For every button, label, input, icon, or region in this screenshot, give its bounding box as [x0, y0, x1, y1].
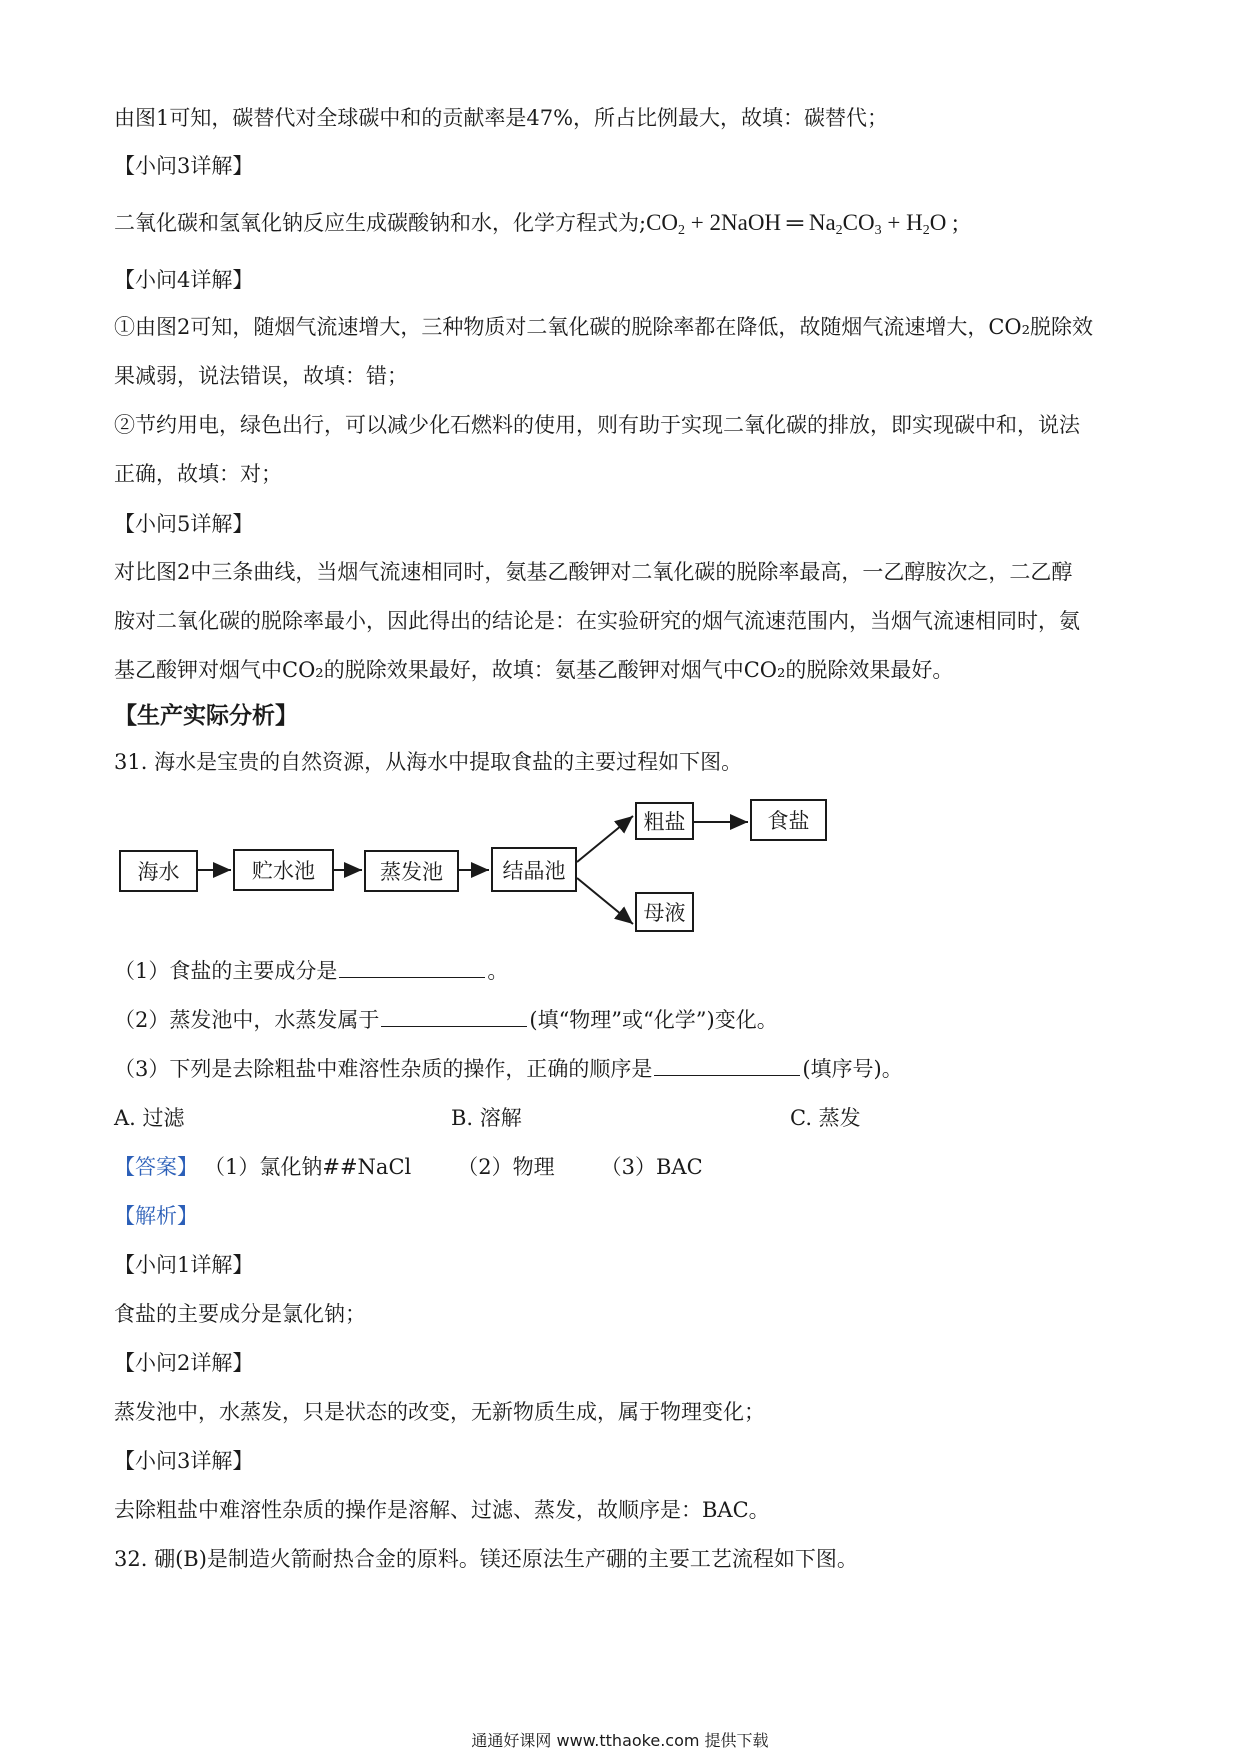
answer-3: （3）BAC [600, 1155, 703, 1179]
analysis-label: 【解析】 [114, 1204, 198, 1228]
paragraph: 食盐的主要成分是氯化钠； [114, 1302, 366, 1326]
question-31: 31. 海水是宝贵的自然资源，从海水中提取食盐的主要过程如下图。 [114, 750, 743, 774]
footer: 通通好课网 www.tthaoke.com 提供下载 [471, 1731, 769, 1750]
paragraph: ②节约用电，绿色出行，可以减少化石燃料的使用，则有助于实现二氧化碳的排放，即实现碳中和，说法 [114, 413, 1080, 437]
question-31-2: （2）蒸发池中，水蒸发属于 (填“物理”或“化学”)变化。 [114, 1008, 778, 1032]
paragraph: 果减弱，说法错误，故填：错； [114, 364, 408, 388]
paragraph: 胺对二氧化碳的脱除率最小，因此得出的结论是：在实验研究的烟气流速范围内，当烟气流速相同时，氨 [114, 609, 1080, 633]
flow-box-table-salt: 食盐 [750, 799, 827, 841]
flow-box-seawater: 海水 [119, 850, 198, 892]
paragraph: ①由图2可知，随烟气流速增大，三种物质对二氧化碳的脱除率都在降低，故随烟气流速增大，CO₂脱除效 [114, 315, 1094, 339]
flow-box-evaporation-pool: 蒸发池 [364, 850, 459, 892]
sub-question-heading: 【小问2详解】 [114, 1351, 254, 1375]
answer-blank[interactable] [654, 1055, 800, 1076]
answer-1: （1）氯化钠##NaCl [204, 1155, 412, 1179]
paragraph: 正确，故填：对； [114, 462, 282, 486]
paragraph: 基乙酸钾对烟气中CO₂的脱除效果最好，故填：氨基乙酸钾对烟气中CO₂的脱除效果最好。 [114, 658, 954, 682]
answer-label: 【答案】 [114, 1155, 198, 1179]
sub-question-heading: 【小问4详解】 [114, 268, 254, 292]
flow-box-crystallization-pool: 结晶池 [491, 847, 577, 892]
sub-question-heading: 【小问3详解】 [114, 154, 254, 178]
text: 二氧化碳和氢氧化钠反应生成碳酸钠和水，化学方程式为; [114, 211, 647, 235]
arrow [577, 878, 633, 924]
arrow [577, 816, 633, 862]
sub-question-heading: 【小问5详解】 [114, 512, 254, 536]
flow-box-crude-salt: 粗盐 [635, 802, 694, 840]
flow-box-mother-liquor: 母液 [635, 892, 694, 932]
paragraph: 去除粗盐中难溶性杂质的操作是溶解、过滤、蒸发，故顺序是：BAC。 [114, 1498, 770, 1522]
answer-line [114, 1153, 703, 1181]
question-32: 32. 硼(B)是制造火箭耐热合金的原料。镁还原法生产硼的主要工艺流程如下图。 [114, 1547, 858, 1571]
answer-blank[interactable] [339, 957, 485, 978]
option-a: A. 过滤 [114, 1106, 185, 1130]
flow-box-storage-pool: 贮水池 [233, 849, 334, 891]
paragraph: 对比图2中三条曲线，当烟气流速相同时，氨基乙酸钾对二氧化碳的脱除率最高，一乙醇胺次之，二乙醇 [114, 560, 1073, 584]
paragraph: 由图1可知，碳替代对全球碳中和的贡献率是47%，所占比例最大，故填：碳替代； [114, 106, 889, 130]
answer-2: （2）物理 [457, 1155, 555, 1179]
section-title: 【生产实际分析】 [114, 703, 298, 729]
paragraph: 蒸发池中，水蒸发，只是状态的改变，无新物质生成，属于物理变化； [114, 1400, 765, 1424]
question-31-3: （3）下列是去除粗盐中难溶性杂质的操作，正确的顺序是 (填序号)。 [114, 1057, 903, 1081]
option-b: B. 溶解 [451, 1106, 522, 1130]
sub-question-heading: 【小问3详解】 [114, 1449, 254, 1473]
answer-blank[interactable] [381, 1006, 527, 1027]
option-c: C. 蒸发 [790, 1106, 861, 1130]
question-31-1: （1）食盐的主要成分是 。 [114, 959, 509, 983]
sub-question-heading: 【小问1详解】 [114, 1253, 254, 1277]
chemical-equation: $CO_2$ + 2NaOH ═ $Na_2CO_3 + H_2O$ ; [646, 210, 959, 238]
